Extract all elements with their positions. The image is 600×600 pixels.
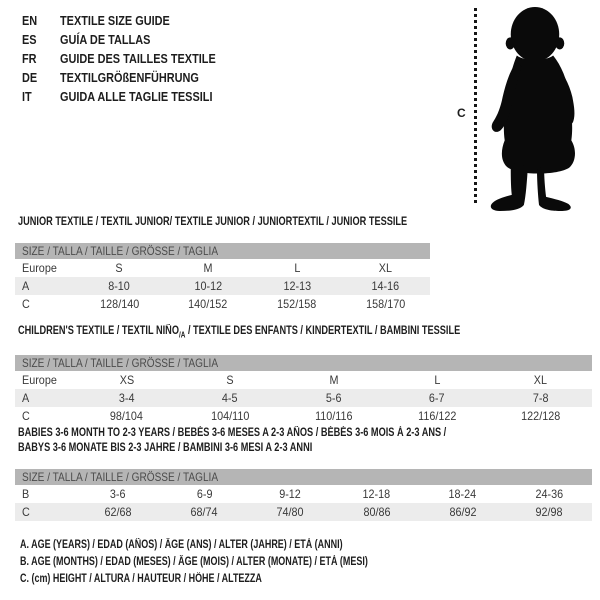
size-cell: 24-36 (535, 487, 563, 501)
height-measure-label: C (457, 106, 466, 120)
language-code: EN (22, 13, 38, 28)
language-code: DE (22, 70, 38, 85)
size-cell: 104/110 (210, 409, 250, 424)
size-header-bar: SIZE / TALLA / TAILLE / GRÖSSE / TAGLIA (15, 355, 592, 371)
size-cell: 110/116 (314, 409, 353, 424)
size-cell: 6-7 (429, 391, 445, 406)
size-cell: L (293, 261, 300, 275)
row-label: B (22, 487, 30, 501)
language-row (22, 30, 245, 49)
footnote-line: C. (cm) HEIGHT / ALTURA / HAUTEUR / HÖHE / ALTEZZA (20, 573, 262, 585)
size-cell: 80/86 (363, 505, 391, 519)
size-cell: 128/140 (99, 297, 139, 311)
footnote-line: B. AGE (MONTHS) / EDAD (MESES) / ÂGE (MOIS) / ALTER (MONATE) / ETÀ (MESI) (20, 556, 368, 568)
language-title: TEXTILE SIZE GUIDE (60, 13, 170, 28)
language-row (22, 87, 245, 106)
size-header-bar: SIZE / TALLA / TAILLE / GRÖSSE / TAGLIA (15, 469, 592, 485)
row-label: Europe (22, 261, 57, 275)
size-cell: XS (119, 373, 134, 388)
size-cell: S (226, 373, 234, 388)
size-cell: 92/98 (535, 505, 563, 519)
table-title: CHILDREN'S TEXTILE / TEXTIL $NIÑO_{/A}$ / TEXTILE DES ENFANTS / KINDERTEXTIL / BAMBINI TESSILE (18, 325, 461, 340)
table-row (15, 277, 430, 295)
junior-textile-section (15, 215, 430, 313)
row-label: A (22, 391, 30, 406)
size-cell: M (329, 373, 339, 388)
size-cell: XL (533, 373, 547, 388)
size-cell: M (203, 261, 213, 275)
size-cell: L (433, 373, 440, 388)
table-row (15, 259, 430, 277)
language-row (22, 68, 245, 87)
language-code: ES (22, 32, 37, 47)
table-title: BABYS 3-6 MONATE BIS 2-3 JAHRE / BAMBINI 3-6 MESI A 2-3 ANNI (18, 442, 313, 454)
table-row (15, 389, 592, 407)
size-cell: 86/92 (449, 505, 477, 519)
language-title: TEXTILGRÖßENFÜHRUNG (60, 70, 199, 85)
size-cell: S (115, 261, 123, 275)
table-title: JUNIOR TEXTILE / TEXTIL JUNIOR/ TEXTILE JUNIOR / JUNIORTEXTIL / JUNIOR TESSILE (18, 216, 408, 228)
table-row (15, 371, 592, 389)
table-row (15, 503, 592, 521)
row-label: A (22, 279, 30, 293)
table-title: BABIES 3-6 MONTH TO 2-3 YEARS / BEBÉS 3-6 MESES A 2-3 AÑOS / BÉBÉS 3-6 MOIS À 2-3 ANS / (18, 427, 447, 439)
language-title: GUIDE DES TAILLES TEXTILE (60, 51, 216, 66)
size-cell: 158/170 (366, 297, 406, 311)
language-title: GUÍA DE TALLAS (60, 32, 151, 47)
size-cell: 12-18 (362, 487, 391, 501)
footnotes (20, 537, 466, 588)
table-row (15, 407, 592, 425)
language-row (22, 49, 245, 68)
size-cell: 68/74 (190, 505, 218, 519)
size-cell: 6-9 (196, 487, 213, 501)
size-cell: 62/68 (104, 505, 132, 519)
size-cell: 4-5 (222, 391, 238, 406)
size-header-bar: SIZE / TALLA / TAILLE / GRÖSSE / TAGLIA (15, 243, 430, 259)
size-cell: 7-8 (532, 391, 549, 406)
row-label: C (22, 409, 30, 424)
language-list (22, 11, 245, 106)
size-cell: XL (379, 261, 393, 275)
size-cell: 9-12 (279, 487, 302, 501)
height-dotted-line (474, 8, 477, 206)
size-cell: 10-12 (194, 279, 222, 293)
size-cell: 74/80 (276, 505, 304, 519)
size-cell: 5-6 (325, 391, 342, 406)
language-code: FR (22, 51, 37, 66)
size-cell: 116/122 (417, 409, 457, 424)
row-label: C (22, 297, 30, 311)
row-label: Europe (22, 373, 57, 388)
table-row (15, 485, 592, 503)
row-label: C (22, 505, 30, 519)
figure-area (450, 0, 600, 214)
language-row (22, 11, 245, 30)
baby-silhouette-icon (480, 3, 594, 211)
size-cell: 8-10 (108, 279, 131, 293)
size-cell: 98/104 (110, 409, 144, 424)
table-row (15, 295, 430, 313)
footnote-line: A. AGE (YEARS) / EDAD (AÑOS) / ÂGE (ANS) / ALTER (JAHRE) / ETÀ (ANNI) (20, 539, 343, 551)
size-cell: 3-6 (110, 487, 126, 501)
size-cell: 12-13 (283, 279, 311, 293)
size-cell: 152/158 (277, 297, 317, 311)
language-code: IT (22, 89, 32, 104)
language-title: GUIDA ALLE TAGLIE TESSILI (60, 89, 213, 104)
size-cell: 140/152 (188, 297, 228, 311)
childrens-textile-section (15, 324, 592, 425)
size-cell: 3-4 (118, 391, 135, 406)
size-cell: 18-24 (448, 487, 477, 501)
size-cell: 14-16 (371, 279, 400, 293)
babies-textile-section (15, 426, 592, 521)
size-cell: 122/128 (520, 409, 560, 424)
